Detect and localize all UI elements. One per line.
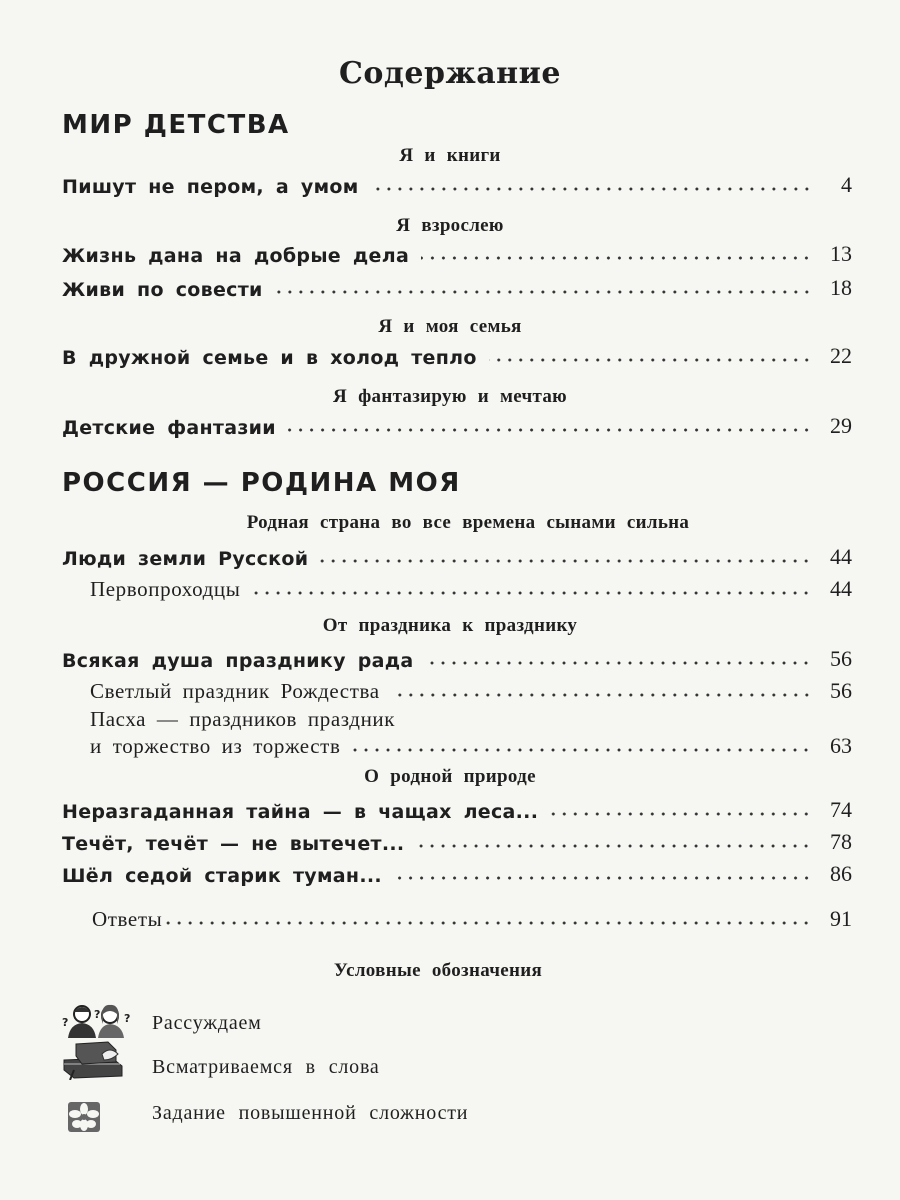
books-icon xyxy=(62,1040,128,1085)
page-number: 86 xyxy=(830,861,852,886)
dot-leader xyxy=(392,692,812,698)
toc-subentry[interactable] xyxy=(90,678,852,704)
dot-leader xyxy=(352,747,812,753)
entry-title: Течёт, течёт — не вытечет... xyxy=(62,833,405,855)
flower-square-icon xyxy=(68,1102,100,1137)
entry-title: Светлый праздник Рождества xyxy=(90,679,380,703)
svg-text:?: ? xyxy=(94,1008,101,1021)
page-number: 74 xyxy=(830,797,852,822)
page-number: 56 xyxy=(830,678,852,703)
toc-entry[interactable] xyxy=(62,829,852,855)
entry-title: Пасха — праздников праздник xyxy=(90,707,396,731)
section-title: Я фантазирую и мечтаю xyxy=(333,386,567,407)
dot-leader xyxy=(371,186,812,192)
dot-leader xyxy=(166,920,812,926)
section-title: От праздника к празднику xyxy=(322,615,578,636)
toc-entry[interactable] xyxy=(62,275,852,301)
toc-answers[interactable] xyxy=(92,906,852,932)
dot-leader xyxy=(288,427,812,433)
toc-entry[interactable] xyxy=(62,861,852,887)
entry-title: и торжество из торжеств xyxy=(90,734,341,758)
toc-entry[interactable] xyxy=(62,172,852,198)
page-number: 18 xyxy=(830,275,852,300)
page-number: 44 xyxy=(830,576,852,601)
dot-leader xyxy=(425,660,812,666)
entry-title: Первопроходцы xyxy=(90,577,241,601)
toc-subentry[interactable] xyxy=(90,576,852,602)
page-number: 56 xyxy=(830,646,852,671)
page-number: 44 xyxy=(830,544,852,569)
entry-title: В дружной семье и в холод тепло xyxy=(62,347,477,369)
toc-entry[interactable] xyxy=(62,646,852,672)
page-title: Содержание xyxy=(339,56,561,91)
dot-leader xyxy=(275,289,812,295)
page-number: 4 xyxy=(841,172,852,197)
legend-title: Условные обозначения xyxy=(333,960,543,981)
toc-entry[interactable] xyxy=(62,797,852,823)
section-title: Я и моя семья xyxy=(378,316,522,337)
section-title: Я и книги xyxy=(399,145,501,166)
page-number: 22 xyxy=(830,343,852,368)
toc-subentry[interactable] xyxy=(90,706,852,732)
part-heading: РОССИЯ — РОДИНА МОЯ xyxy=(62,468,461,498)
section-title: О родной природе xyxy=(364,766,536,787)
page-number: 63 xyxy=(830,733,852,758)
svg-text:?: ? xyxy=(124,1012,131,1025)
entry-title: Всякая душа празднику рада xyxy=(62,650,414,672)
dot-leader xyxy=(394,875,812,881)
svg-text:?: ? xyxy=(62,1016,69,1029)
entry-title: Детские фантазии xyxy=(62,417,276,439)
page-number: 78 xyxy=(830,829,852,854)
entry-title: Жизнь дана на добрые дела xyxy=(62,245,410,267)
entry-title: Неразгаданная тайна — в чащах леса... xyxy=(62,801,539,823)
discussing-children-icon xyxy=(62,1004,134,1045)
toc-entry[interactable] xyxy=(62,241,852,267)
entry-title: Ответы xyxy=(92,907,163,931)
toc-entry[interactable] xyxy=(62,544,852,570)
dot-leader xyxy=(421,255,812,261)
toc-entry[interactable] xyxy=(62,413,852,439)
page-number: 91 xyxy=(830,906,852,931)
toc-entry[interactable] xyxy=(62,343,852,369)
legend-label: Всматриваемся в слова xyxy=(152,1056,380,1078)
entry-title: Шёл седой старик туман... xyxy=(62,865,382,887)
toc-subentry[interactable] xyxy=(90,733,852,759)
page-number: 29 xyxy=(830,413,852,438)
part-heading: МИР ДЕТСТВА xyxy=(62,110,290,140)
dot-leader xyxy=(489,357,812,363)
entry-title: Люди земли Русской xyxy=(62,548,309,570)
page-number: 13 xyxy=(830,241,852,266)
section-title: Родная страна во все времена сынами сильна xyxy=(246,512,690,533)
section-title: Я взрослею xyxy=(396,215,504,236)
dot-leader xyxy=(252,590,812,596)
legend-label: Задание повышенной сложности xyxy=(152,1102,469,1124)
dot-leader xyxy=(550,811,812,817)
dot-leader xyxy=(320,558,812,564)
entry-title: Живи по совести xyxy=(62,279,263,301)
legend-label: Рассуждаем xyxy=(152,1012,262,1034)
entry-title: Пишут не пером, а умом xyxy=(62,176,359,198)
dot-leader xyxy=(416,843,812,849)
